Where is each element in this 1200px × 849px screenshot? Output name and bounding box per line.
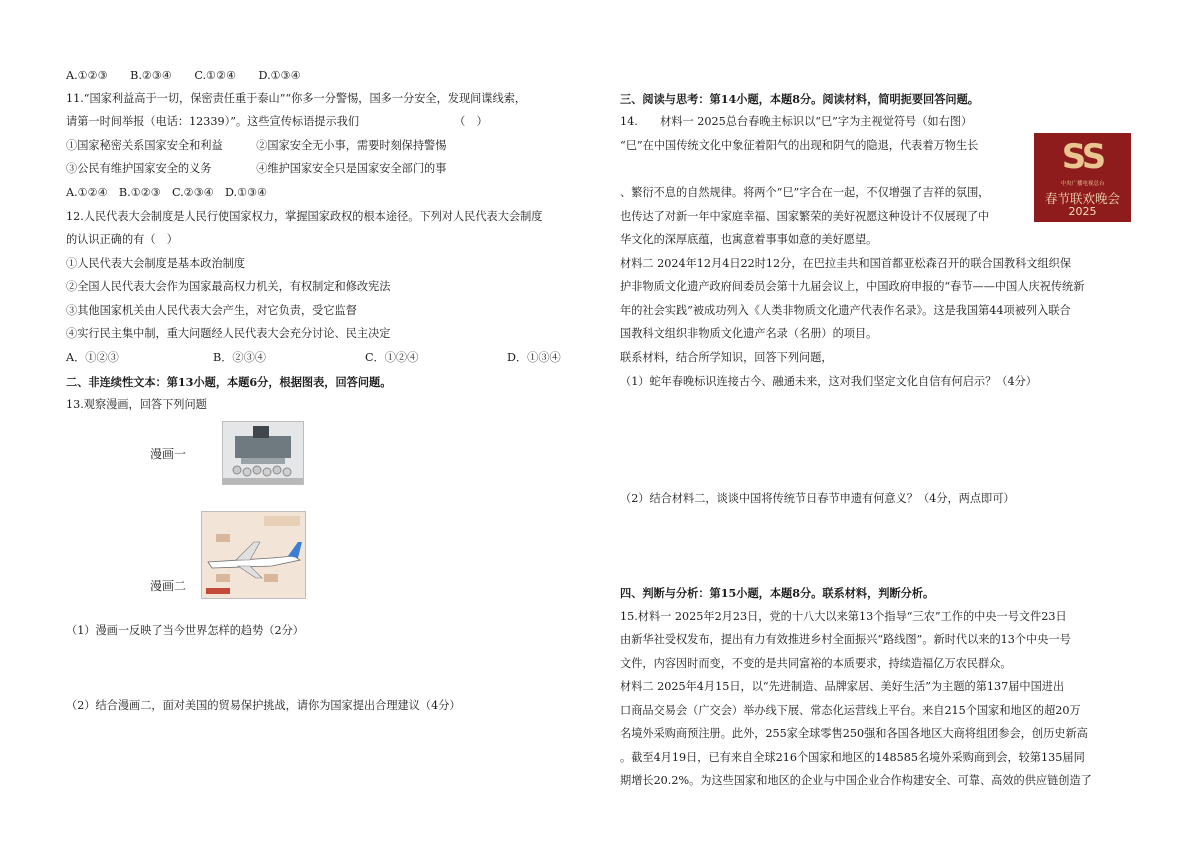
logo-name: 春节联欢晚会 bbox=[1044, 191, 1120, 206]
q14-part-1: （1）蛇年春晚标识连接古今、融通未来，这对我们坚定文化自信有何启示？（4分） bbox=[620, 375, 1037, 388]
q12-stem-1: 12.人民代表大会制度是人民行使国家权力，掌握国家政权的根本途径。下列对人民代表大会制度 bbox=[66, 210, 543, 223]
q11-stem-1: 11.“国家利益高于一切，保密责任重于泰山”“你多一分警惕，国多一分安全，发现间谍线索， bbox=[66, 92, 527, 105]
logo-small-text: 中央广播电视总台 bbox=[1060, 181, 1105, 187]
q12-option-a: A．①②③ bbox=[66, 351, 119, 364]
q14-material-1-line-2: “巳”在中国传统文化中象征着阳气的出现和阴气的隐退，代表着万物生长 bbox=[620, 139, 979, 152]
q14-material-1-line-3: 、繁衍不息的自然规律。将两个“巳”字合在一起，不仅增强了吉祥的氛围， bbox=[620, 186, 990, 199]
spring-festival-gala-logo bbox=[1034, 133, 1131, 222]
section-4-heading: 四、判断与分析：第15小题，本题8分。联系材料，判断分析。 bbox=[620, 586, 935, 600]
q11-item-1: ①国家秘密关系国家安全和利益 ②国家安全无小事，需要时刻保持警惕 bbox=[66, 139, 447, 152]
q12-option-c: C．①②④ bbox=[365, 351, 419, 364]
q14-material-1-line-1: 14. 材料一 2025总台春晚主标识以“巳”字为主视觉符号（如右图） bbox=[620, 115, 973, 128]
q13-part-2: （2）结合漫画二，面对美国的贸易保护挑战，请你为国家提出合理建议（4分） bbox=[66, 699, 461, 712]
comic-1-label: 漫画一 bbox=[150, 447, 187, 461]
q15-material-2-line-5: 期增长20.2%。为这些国家和地区的企业与中国企业合作构建安全、可靠、高效的供应链创造了 bbox=[620, 774, 1092, 787]
q13-part-1: （1）漫画一反映了当今世界怎样的趋势（2分） bbox=[66, 624, 304, 637]
section-2-heading: 二、非连续性文本：第13小题，本题6分，根据图表，回答问题。 bbox=[66, 375, 392, 389]
q12-item-2: ②全国人民代表大会作为国家最高权力机关，有权制定和修改宪法 bbox=[66, 280, 391, 293]
q14-material-1-line-4: 也传达了对新一年中家庭幸福、国家繁荣的美好祝愿这种设计不仅展现了中 bbox=[620, 210, 990, 223]
q14-material-2-line-3: 年的社会实践”被成功列入《人类非物质文化遗产代表作名录》。这是我国第44项被列入联合 bbox=[620, 304, 1071, 317]
comic-2-image bbox=[201, 511, 306, 599]
q11-stem-2: 请第一时间举报（电话：12339）”。这些宣传标语提示我们 （ ） bbox=[66, 115, 488, 128]
q14-material-2-line-4: 国教科文组织非物质文化遗产名录（名册）的项目。 bbox=[620, 327, 878, 340]
logo-year: 2025 bbox=[1068, 205, 1097, 218]
q15-material-2-line-4: 。截至4月19日，已有来自全球216个国家和地区的148585名境外采购商到会，较第135届同 bbox=[620, 751, 1085, 764]
q15-material-1-line-1: 15.材料一 2025年2月23日，党的十八大以来第13个指导“三农”工作的中央一号文件23日 bbox=[620, 610, 1067, 623]
q15-material-2-line-3: 名境外采购商预注册。此外，255家全球零售250强和各国各地区大商将组团参会，创历史新高 bbox=[620, 727, 1088, 740]
q15-material-2-line-2: 口商品交易会（广交会）举办线下展、常态化运营线上平台。来自215个国家和地区的超20万 bbox=[620, 704, 1081, 717]
q14-material-2-line-1: 材料二 2024年12月4日22时12分，在巴拉圭共和国首都亚松森召开的联合国教科文组织保 bbox=[620, 257, 1072, 270]
comic-2-label: 漫画二 bbox=[150, 579, 187, 593]
q15-material-2-line-1: 材料二 2025年4月15日，以“先进制造、品牌家居、美好生活”为主题的第137届中国进出 bbox=[620, 680, 1065, 693]
q12-item-1: ①人民代表大会制度是基本政治制度 bbox=[66, 257, 246, 270]
comic-1-image bbox=[222, 421, 304, 485]
section-3-heading: 三、阅读与思考：第14小题，本题8分。阅读材料，简明扼要回答问题。 bbox=[620, 92, 979, 106]
q14-material-1-line-5: 华文化的深厚底蕴，也寓意着事事如意的美好愿望。 bbox=[620, 233, 878, 246]
q14-part-2: （2）结合材料二，谈谈中国将传统节日春节申遗有何意义？（4分，两点即可） bbox=[620, 492, 1015, 505]
q10-options: A.①②③ B.②③④ C.①②④ D.①③④ bbox=[66, 69, 301, 82]
q11-item-2: ③公民有维护国家安全的义务 ④维护国家安全只是国家安全部门的事 bbox=[66, 162, 447, 175]
q12-item-4: ④实行民主集中制，重大问题经人民代表大会充分讨论、民主决定 bbox=[66, 327, 391, 340]
q14-material-2-line-2: 护非物质文化遗产政府间委员会第十九届会议上，中国政府申报的“春节——中国人庆祝传统新 bbox=[620, 280, 1085, 293]
q11-options: A.①②④ B.①②③ C.②③④ D.①③④ bbox=[66, 186, 268, 199]
q12-option-b: B．②③④ bbox=[213, 351, 266, 364]
snake-symbol-icon: SS bbox=[1061, 137, 1104, 177]
q15-material-1-line-2: 由新华社受权发布，提出有力有效推进乡村全面振兴“路线图”。新时代以来的13个中央一号 bbox=[620, 633, 1071, 646]
q13-stem: 13.观察漫画，回答下列问题 bbox=[66, 398, 207, 411]
q12-item-3: ③其他国家机关由人民代表大会产生，对它负责，受它监督 bbox=[66, 304, 357, 317]
q12-option-d: D．①③④ bbox=[507, 351, 561, 364]
q14-instruction: 联系材料，结合所学知识，回答下列问题， bbox=[620, 351, 833, 364]
q15-material-1-line-3: 文件，内容因时而变，不变的是共同富裕的本质要求，持续造福亿万农民群众。 bbox=[620, 657, 1012, 670]
q12-stem-2: 的认识正确的有（ ） bbox=[66, 233, 178, 246]
